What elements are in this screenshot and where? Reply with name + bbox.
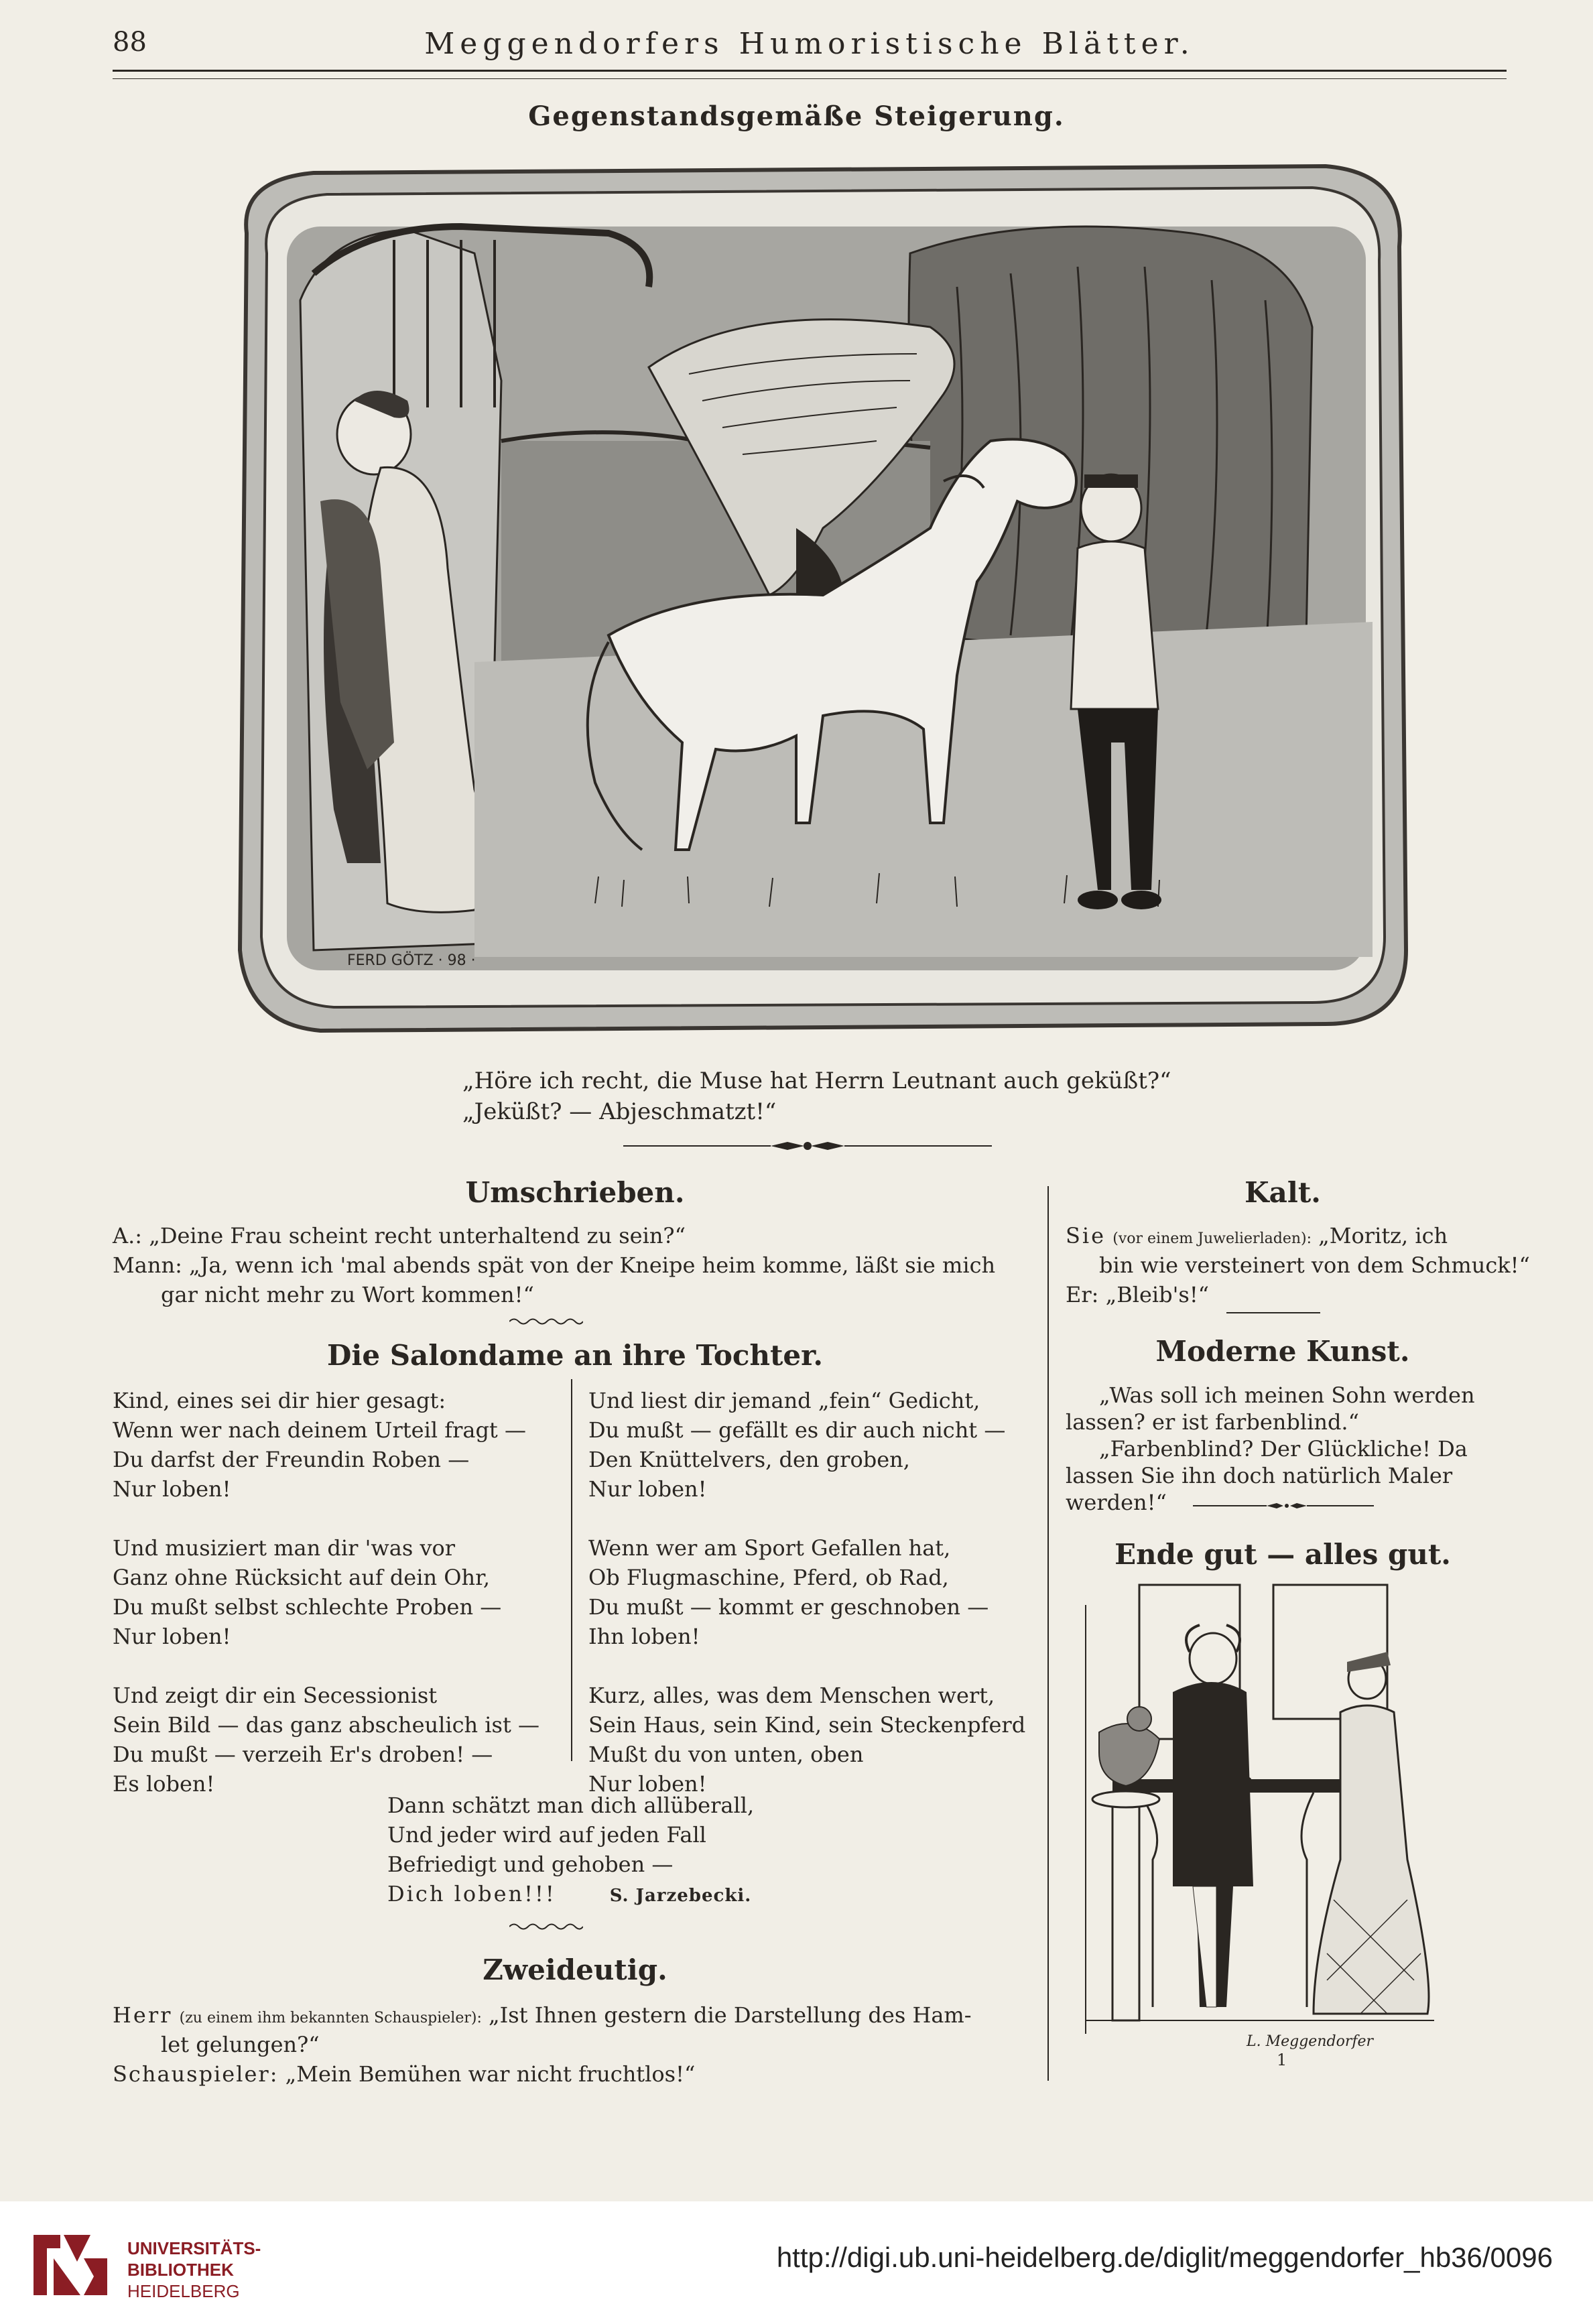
page-header <box>113 27 1507 67</box>
heidelberg-library-logo <box>27 2228 114 2302</box>
library-name-line-3: HEIDELBERG <box>127 2281 240 2301</box>
running-title: Meggendorfers Humoristische Blätter. <box>424 27 1195 61</box>
umschrieben-line-1: A.: „Deine Frau scheint recht unterhaltend zu sein?“ <box>113 1223 686 1248</box>
poem-closing <box>387 1791 754 1911</box>
poem-line: Du mußt selbst schlechte Proben — <box>113 1594 502 1620</box>
sketch-mark: 1 <box>1277 2051 1287 2069</box>
kalt-line-1 <box>1066 1221 1448 1254</box>
dialogue-text: „Mein Bemühen war nicht fruchtlos!“ <box>285 2061 696 2087</box>
ende-gut-title: Ende gut — alles gut. <box>1114 1538 1451 1571</box>
library-name-line-1: UNIVERSITÄTS- <box>127 2238 261 2258</box>
umschrieben-line-2: Mann: „Ja, wenn ich 'mal abends spät von der Kneipe heim komme, läßt sie mich <box>113 1252 996 1278</box>
poem-line: Und zeigt dir ein Secessionist <box>113 1683 438 1708</box>
poem-line: Dann schätzt man dich allüberall, <box>387 1793 755 1818</box>
zweideutig-line-1 <box>113 2000 972 2033</box>
poem-line <box>387 1879 754 1911</box>
poem-left-column <box>113 1386 539 1799</box>
speaker-label: Herr <box>113 2002 173 2028</box>
poem-line: Du mußt — kommt er geschnoben — <box>588 1594 989 1620</box>
sketch-signature: L. Meggendorfer <box>1247 2033 1374 2050</box>
wavy-separator <box>509 1317 583 1326</box>
artist-signature: FERD GÖTZ · 98 · <box>347 952 476 969</box>
poem-line: Kurz, alles, was dem Menschen wert, <box>588 1683 995 1708</box>
small-ornament <box>1193 1501 1374 1510</box>
header-rule <box>113 70 1507 79</box>
speaker-label: Schauspieler: <box>113 2061 279 2087</box>
moderne-kunst-line-5: werden!“ <box>1066 1490 1167 1515</box>
poem-line: Mußt du von unten, oben <box>588 1742 864 1767</box>
poem-author: S. Jarzebecki. <box>609 1886 752 1906</box>
dialogue-text: „Ist Ihnen gestern die Darstellung des Ham- <box>489 2002 972 2028</box>
library-name <box>127 2238 261 2302</box>
caption-ornament <box>623 1139 992 1153</box>
zweideutig-title: Zweideutig. <box>483 1953 667 1986</box>
zweideutig-line-2: let gelungen?“ <box>161 2032 320 2057</box>
cartoon-title: Gegenstandsgemäße Steigerung. <box>528 101 1065 132</box>
kalt-title: Kalt. <box>1245 1176 1321 1209</box>
poem-line: Kind, eines sei dir hier gesagt: <box>113 1388 446 1413</box>
salondame-title: Die Salondame an ihre Tochter. <box>326 1339 824 1372</box>
stage-note: (zu einem ihm bekannten Schauspieler): <box>179 2010 482 2026</box>
poem-line: Nur loben! <box>113 1624 231 1649</box>
umschrieben-line-3: gar nicht mehr zu Wort kommen!“ <box>161 1282 534 1307</box>
poem-line: Du darfst der Freundin Roben — <box>113 1447 470 1472</box>
poem-right-column <box>588 1386 1025 1799</box>
poem-line: Und jeder wird auf jeden Fall <box>387 1822 706 1848</box>
library-name-line-2: BIBLIOTHEK <box>127 2260 234 2280</box>
caption-line-2: „Jeküßt? — Abjeschmatzt!“ <box>462 1098 777 1125</box>
moderne-kunst-line-2: lassen? er ist farbenblind.“ <box>1066 1409 1359 1435</box>
poem-line: Sein Bild — das ganz abscheulich ist — <box>113 1712 539 1738</box>
poem-line: Nur loben! <box>113 1476 231 1502</box>
poem-line: Den Knüttelvers, den groben, <box>588 1447 910 1472</box>
poem-line: Sein Haus, sein Kind, sein Steckenpferd <box>588 1712 1026 1738</box>
kalt-line-2: bin wie versteinert von dem Schmuck!“ <box>1099 1252 1530 1278</box>
poem-line <box>113 1504 539 1533</box>
short-rule <box>1226 1312 1320 1313</box>
poem-line <box>588 1504 1025 1533</box>
poem-line: Ob Flugmaschine, Pferd, ob Rad, <box>588 1565 949 1590</box>
umschrieben-title: Umschrieben. <box>465 1176 685 1209</box>
poem-line: Wenn wer am Sport Gefallen hat, <box>588 1535 951 1561</box>
poem-line: Es loben! <box>113 1771 215 1797</box>
moderne-kunst-line-1: „Was soll ich meinen Sohn werden <box>1099 1382 1475 1408</box>
library-footer <box>0 2201 1593 2324</box>
poem-line: Nur loben! <box>588 1476 707 1502</box>
poem-line: Wenn wer nach deinem Urteil fragt — <box>113 1417 526 1443</box>
poem-line <box>588 1651 1025 1681</box>
cartoon-caption <box>462 1066 1171 1127</box>
poem-line: Ihn loben! <box>588 1624 700 1649</box>
speaker-label: Sie <box>1066 1223 1106 1248</box>
cartoon-illustration <box>220 153 1419 1044</box>
kalt-line-3: Er: „Bleib's!“ <box>1066 1282 1210 1307</box>
poem-line: Nur loben! <box>588 1771 707 1797</box>
stage-note: (vor einem Juwelierladen): <box>1112 1230 1312 1247</box>
poem-line <box>113 1651 539 1681</box>
column-divider <box>1047 1186 1049 2081</box>
poem-line: Und musiziert man dir 'was vor <box>113 1535 456 1561</box>
poem-line: Ganz ohne Rücksicht auf dein Ohr, <box>113 1565 491 1590</box>
moderne-kunst-line-3: „Farbenblind? Der Glückliche! Da <box>1099 1436 1468 1462</box>
wavy-separator <box>509 1922 583 1931</box>
poem-line: Du mußt — verzeih Er's droben! — <box>113 1742 493 1767</box>
dialogue-text: „Moritz, ich <box>1318 1223 1448 1248</box>
poem-line: Befriedigt und gehoben — <box>387 1852 674 1877</box>
moderne-kunst-title: Moderne Kunst. <box>1155 1335 1410 1368</box>
ende-gut-sketch <box>1072 1578 1448 2054</box>
moderne-kunst-line-4: lassen Sie ihn doch natürlich Maler <box>1066 1463 1453 1488</box>
poem-divider <box>571 1379 572 1761</box>
poem-line: Du mußt — gefällt es dir auch nicht — <box>588 1417 1006 1443</box>
poem-line: Und liest dir jemand „fein“ Gedicht, <box>588 1388 980 1413</box>
poem-final-line: Dich loben!!! <box>387 1881 556 1907</box>
source-url-link[interactable]: http://digi.ub.uni-heidelberg.de/diglit/meggendorfer_hb36/0096 <box>776 2242 1553 2273</box>
zweideutig-line-3 <box>113 2059 695 2089</box>
page-number: 88 <box>113 27 147 58</box>
caption-line-1: „Höre ich recht, die Muse hat Herrn Leutnant auch geküßt?“ <box>462 1068 1171 1094</box>
